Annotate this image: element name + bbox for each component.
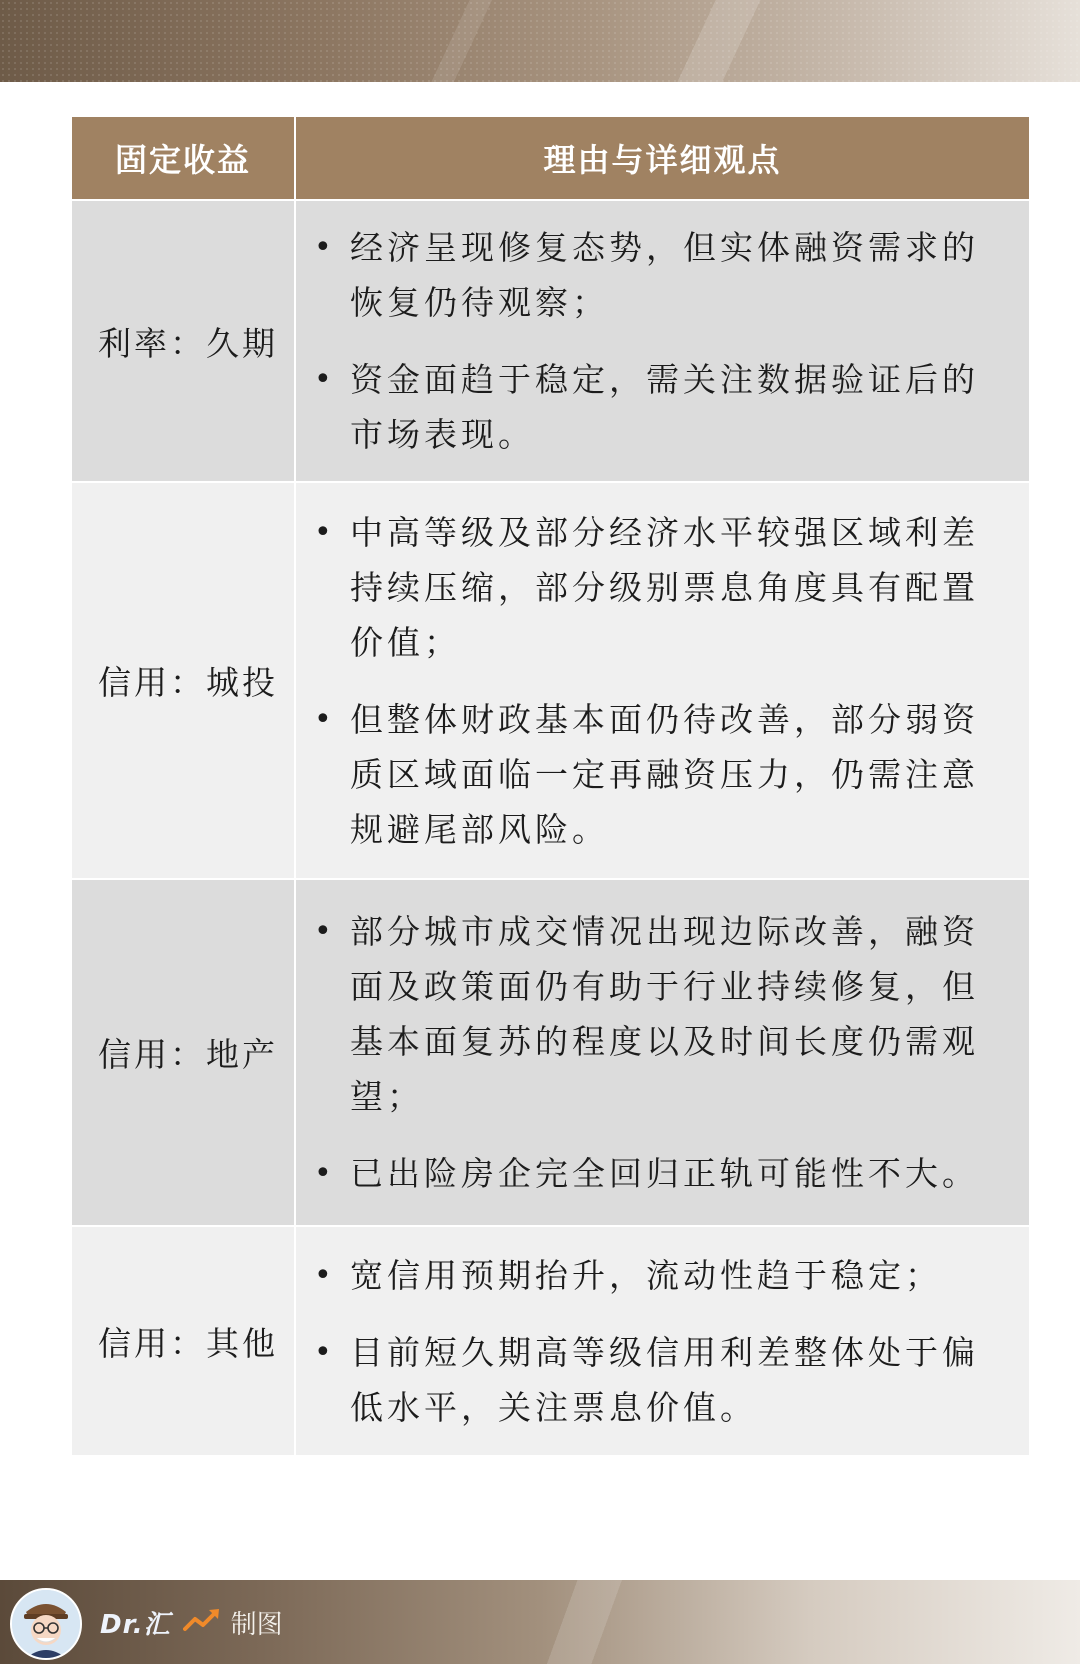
bullet-icon: • bbox=[314, 514, 336, 550]
table-row-other bbox=[72, 1225, 1029, 1455]
table-row-real-estate bbox=[72, 878, 1029, 1225]
header-fixed-income: 固定收益 bbox=[72, 117, 296, 199]
bullet-point bbox=[310, 904, 1003, 1124]
row-points bbox=[296, 483, 1029, 878]
bullet-point bbox=[310, 352, 1003, 462]
bullet-icon: • bbox=[314, 701, 336, 737]
bullet-text: 部分城市成交情况出现边际改善，融资面及政策面仍有助于行业持续修复，但基本面复苏的程度以及时间长度仍需观望； bbox=[350, 912, 979, 1116]
bullet-text: 但整体财政基本面仍待改善，部分弱资质区域面临一定再融资压力，仍需注意规避尾部风险。 bbox=[350, 699, 979, 849]
bullet-text: 宽信用预期抬升，流动性趋于稳定； bbox=[350, 1255, 942, 1295]
row-label: 信用：地产 bbox=[72, 880, 296, 1225]
footer-banner bbox=[0, 1580, 1080, 1664]
avatar-icon bbox=[10, 1588, 82, 1660]
bullet-icon: • bbox=[314, 362, 336, 397]
footer-brand bbox=[100, 1600, 283, 1644]
bullet-text: 已出险房企完全回归正轨可能性不大。 bbox=[350, 1154, 979, 1193]
row-points bbox=[296, 880, 1029, 1225]
bullet-point bbox=[310, 1325, 1003, 1435]
table-header bbox=[72, 117, 1029, 199]
bullet-text: 目前短久期高等级信用利差整体处于偏低水平，关注票息价值。 bbox=[350, 1332, 979, 1427]
bullet-icon: • bbox=[314, 1334, 336, 1370]
bullet-point bbox=[310, 1248, 1003, 1303]
bullet-point bbox=[310, 692, 1003, 857]
bullet-text: 资金面趋于稳定，需关注数据验证后的市场表现。 bbox=[350, 360, 979, 454]
bullet-icon: • bbox=[314, 1257, 336, 1293]
fixed-income-table bbox=[72, 117, 1029, 1455]
trend-arrow-icon bbox=[183, 1607, 221, 1637]
top-banner bbox=[0, 0, 1080, 82]
bullet-text: 中高等级及部分经济水平较强区域利差持续压缩，部分级别票息角度具有配置价值； bbox=[350, 512, 979, 662]
bullet-icon: • bbox=[314, 1156, 336, 1191]
row-label: 利率：久期 bbox=[72, 201, 296, 481]
bullet-point bbox=[310, 505, 1003, 670]
bullet-point bbox=[310, 220, 1003, 330]
bullet-point bbox=[310, 1146, 1003, 1201]
table-row-rate-duration bbox=[72, 199, 1029, 481]
row-label: 信用：其他 bbox=[72, 1227, 296, 1455]
brand-logo: Dr.汇 bbox=[100, 1609, 171, 1640]
banner-texture bbox=[0, 0, 1080, 82]
bullet-icon: • bbox=[314, 914, 336, 949]
bullet-icon: • bbox=[314, 230, 336, 265]
row-points bbox=[296, 1227, 1029, 1455]
row-label: 信用：城投 bbox=[72, 483, 296, 878]
row-points bbox=[296, 201, 1029, 481]
bullet-text: 经济呈现修复态势，但实体融资需求的恢复仍待观察； bbox=[350, 228, 979, 322]
table-row-chengtou bbox=[72, 481, 1029, 878]
footer-label: 制图 bbox=[230, 1609, 283, 1640]
header-reasons: 理由与详细观点 bbox=[543, 141, 782, 179]
